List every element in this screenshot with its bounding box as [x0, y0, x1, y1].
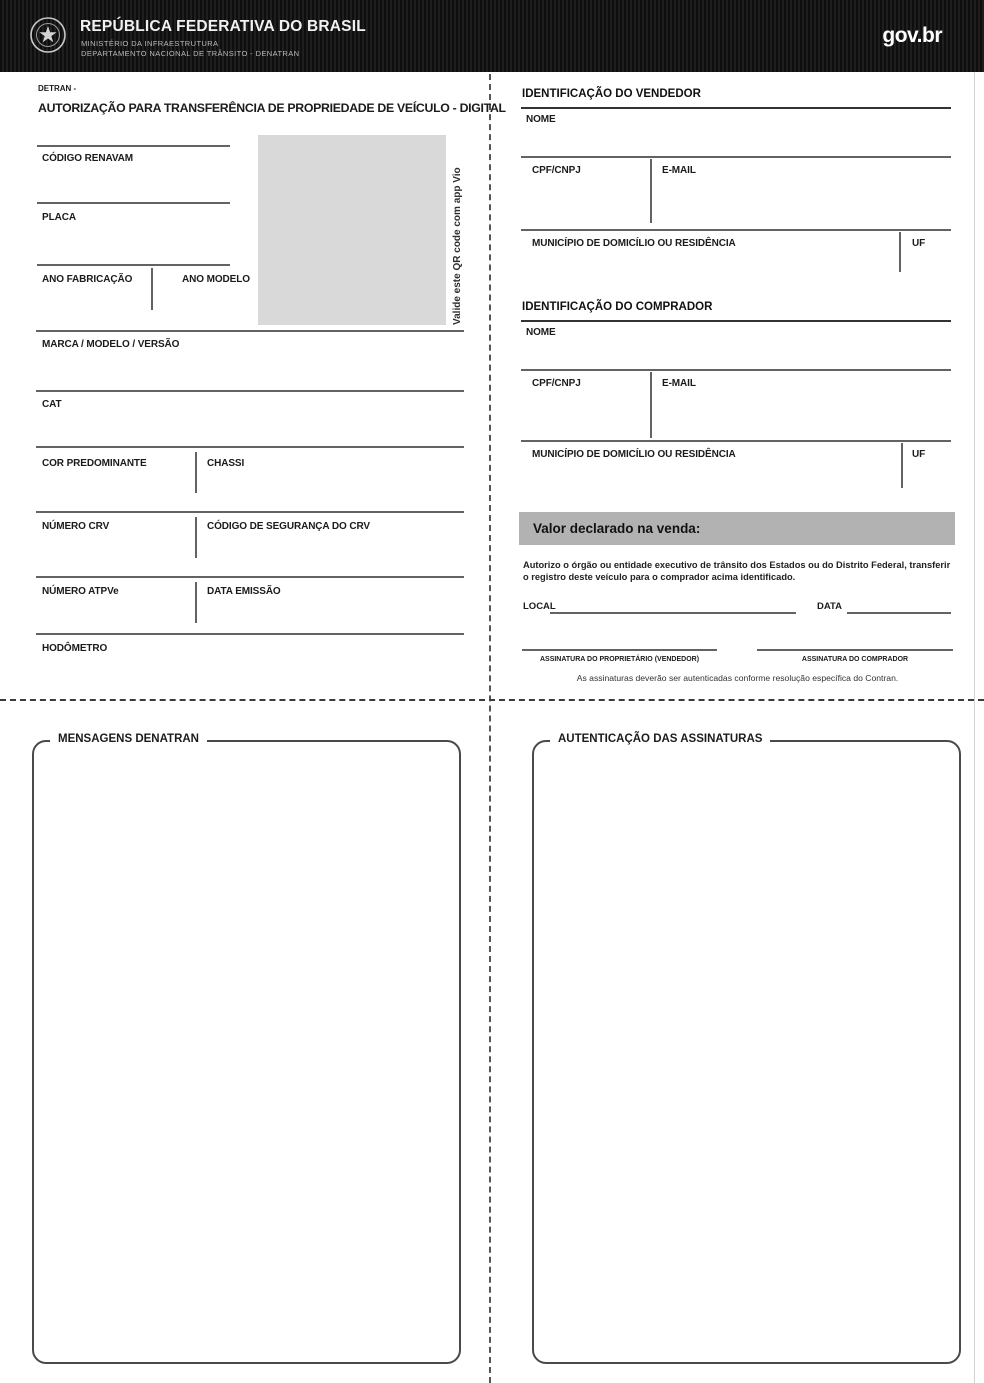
field-label-numero-atpve: NÚMERO ATPVe — [42, 586, 119, 597]
data-fill-line — [847, 612, 951, 614]
field-label-renavam: CÓDIGO RENAVAM — [42, 153, 134, 164]
field-label-numero-crv: NÚMERO CRV — [42, 521, 110, 532]
brasil-coat-of-arms-icon — [28, 15, 68, 55]
seller-email-label: E-MAIL — [662, 165, 696, 176]
divider-ano — [151, 268, 153, 310]
buyer-email-label: E-MAIL — [662, 378, 696, 389]
seller-municipio-label: MUNICÍPIO DE DOMICÍLIO OU RESIDÊNCIA — [532, 238, 736, 249]
seller-line-municipio — [521, 229, 951, 231]
field-line-atpve — [36, 576, 464, 578]
declared-value-bar — [519, 512, 955, 545]
field-line-renavam — [37, 145, 230, 147]
document-title: AUTORIZAÇÃO PARA TRANSFERÊNCIA DE PROPRIEDADE DE VEÍCULO - DIGITAL — [38, 101, 506, 115]
divider-atpve — [195, 582, 197, 623]
field-line-cor — [36, 446, 464, 448]
seller-divider-uf — [899, 232, 901, 272]
signature-authentication-title: AUTENTICAÇÃO DAS ASSINATURAS — [550, 733, 770, 745]
buyer-title-underline — [521, 320, 951, 322]
data-label: DATA — [817, 601, 842, 612]
seller-section-title: IDENTIFICAÇÃO DO VENDEDOR — [522, 88, 701, 100]
seller-signature-label: ASSINATURA DO PROPRIETÁRIO (VENDEDOR) — [539, 656, 700, 663]
field-line-cat — [36, 390, 464, 392]
buyer-nome-label: NOME — [526, 327, 556, 338]
qr-code-placeholder — [258, 135, 446, 325]
field-line-ano — [37, 264, 230, 266]
field-line-crv — [36, 511, 464, 513]
gov-header-bar — [0, 0, 984, 72]
field-label-chassi: CHASSI — [207, 458, 245, 469]
denatran-messages-box — [32, 740, 461, 1364]
field-line-hodometro — [36, 633, 464, 635]
signature-authentication-box — [532, 740, 961, 1364]
seller-signature-line — [522, 649, 717, 651]
buyer-divider-email — [650, 372, 652, 438]
field-label-hodometro: HODÔMETRO — [42, 643, 108, 654]
signature-note: As assinaturas deverão ser autenticadas conforme resolução específica do Contran. — [576, 673, 899, 683]
field-label-marca: MARCA / MODELO / VERSÃO — [42, 339, 180, 350]
local-label: LOCAL — [523, 601, 556, 612]
buyer-line-cpf — [521, 369, 951, 371]
seller-line-cpf — [521, 156, 951, 158]
seller-cpf-label: CPF/CNPJ — [532, 165, 581, 176]
local-fill-line — [550, 612, 796, 614]
field-label-cat: CAT — [42, 399, 62, 410]
buyer-municipio-label: MUNICÍPIO DE DOMICÍLIO OU RESIDÊNCIA — [532, 449, 736, 460]
divider-crv — [195, 517, 197, 558]
buyer-cpf-label: CPF/CNPJ — [532, 378, 581, 389]
header-country-title: REPÚBLICA FEDERATIVA DO BRASIL — [80, 18, 366, 35]
buyer-signature-line — [757, 649, 953, 651]
qr-caption: Valide este QR code com app Vio — [452, 167, 463, 325]
header-department: DEPARTAMENTO NACIONAL DE TRÂNSITO - DENATRAN — [81, 49, 300, 58]
seller-divider-email — [650, 159, 652, 223]
seller-uf-label: UF — [912, 238, 926, 249]
field-label-cor: COR PREDOMINANTE — [42, 458, 147, 469]
divider-cor-chassi — [195, 452, 197, 493]
field-line-marca — [36, 330, 464, 332]
field-label-codigo-seguranca: CÓDIGO DE SEGURANÇA DO CRV — [207, 521, 370, 532]
authorization-paragraph: Autorizo o órgão ou entidade executivo de trânsito dos Estados ou do Distrito Federal, transferir o registro deste veículo para o comprador acima identificado. — [523, 560, 951, 582]
field-label-data-emissao: DATA EMISSÃO — [207, 586, 281, 597]
buyer-uf-label: UF — [912, 449, 926, 460]
declared-value-label: Valor declarado na venda: — [533, 521, 701, 536]
buyer-signature-label: ASSINATURA DO COMPRADOR — [801, 656, 909, 663]
buyer-section-title: IDENTIFICAÇÃO DO COMPRADOR — [522, 301, 713, 313]
denatran-messages-title: MENSAGENS DENATRAN — [50, 733, 207, 745]
buyer-line-municipio — [521, 440, 951, 442]
seller-nome-label: NOME — [526, 114, 556, 125]
detran-prefix: DETRAN - — [38, 84, 77, 93]
field-line-placa — [37, 202, 230, 204]
field-label-ano-modelo: ANO MODELO — [182, 274, 250, 285]
seller-title-underline — [521, 107, 951, 109]
page-right-edge — [974, 72, 975, 1383]
field-label-ano-fabricacao: ANO FABRICAÇÃO — [42, 274, 133, 285]
horizontal-cut-line — [0, 699, 984, 701]
field-label-placa: PLACA — [42, 212, 76, 223]
center-cut-line — [489, 74, 491, 1383]
buyer-divider-uf — [901, 443, 903, 488]
govbr-logo: gov.br — [882, 24, 942, 47]
header-ministry: MINISTÉRIO DA INFRAESTRUTURA — [81, 39, 219, 48]
